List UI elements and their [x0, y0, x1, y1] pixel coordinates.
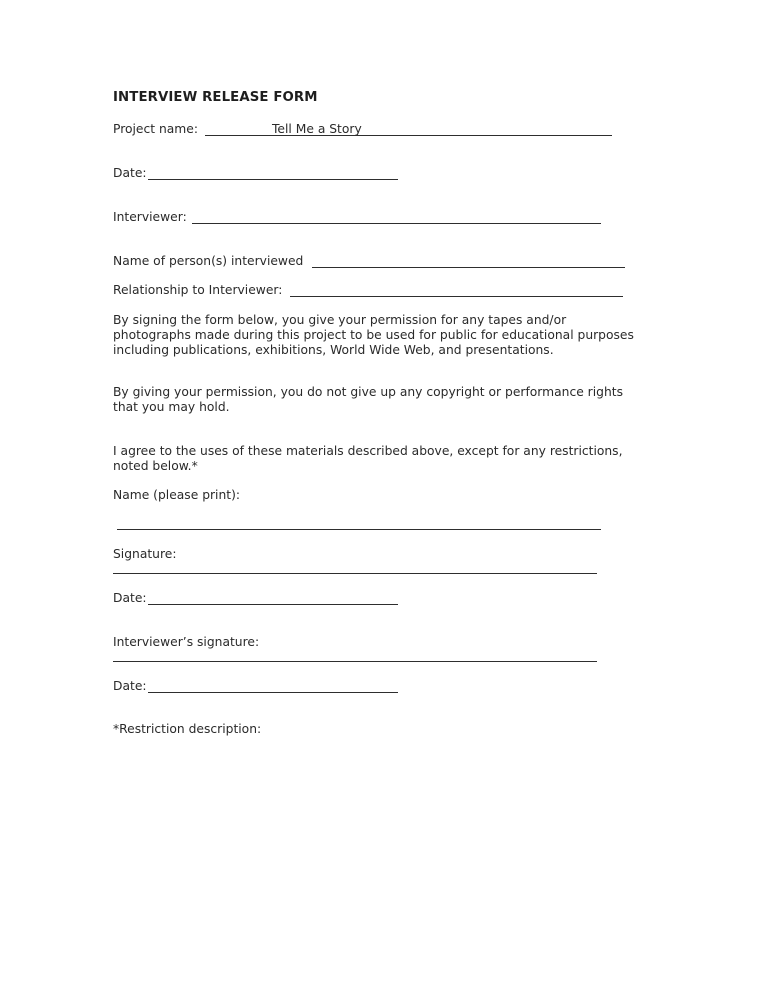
date-label-2: Date:	[113, 679, 147, 693]
relationship-label: Relationship to Interviewer:	[113, 283, 283, 297]
persons-interviewed-label: Name of person(s) interviewed	[113, 254, 304, 268]
restriction-label: *Restriction description:	[113, 722, 262, 736]
project-name-line[interactable]	[205, 135, 612, 136]
interviewer-signature-label: Interviewer’s signature:	[113, 635, 260, 649]
name-print-label: Name (please print):	[113, 488, 241, 502]
date-label-1: Date:	[113, 591, 147, 605]
date-line-1[interactable]	[148, 604, 398, 605]
interviewer-signature-line[interactable]	[113, 661, 597, 662]
signature-label: Signature:	[113, 547, 177, 561]
date-line-2[interactable]	[148, 692, 398, 693]
permission-paragraph: By signing the form below, you give your permission for any tapes and/or photographs made during this project to be used for public for educational purposes including publications, exhibitions, World Wide Web, and presentations.	[113, 313, 634, 357]
project-name-value: Tell Me a Story	[272, 122, 362, 136]
signature-line[interactable]	[113, 573, 597, 574]
relationship-line[interactable]	[290, 296, 623, 297]
date-line-top[interactable]	[148, 179, 398, 180]
agree-paragraph: I agree to the uses of these materials described above, except for any restrictions, noted below.*	[113, 444, 623, 473]
persons-interviewed-line[interactable]	[312, 267, 625, 268]
interviewer-label: Interviewer:	[113, 210, 187, 224]
interviewer-line[interactable]	[192, 223, 601, 224]
project-name-label: Project name:	[113, 122, 198, 136]
name-print-line[interactable]	[117, 529, 601, 530]
form-title: INTERVIEW RELEASE FORM	[113, 90, 318, 105]
rights-paragraph: By giving your permission, you do not give up any copyright or performance rights that you may hold.	[113, 385, 623, 414]
date-label-top: Date:	[113, 166, 147, 180]
